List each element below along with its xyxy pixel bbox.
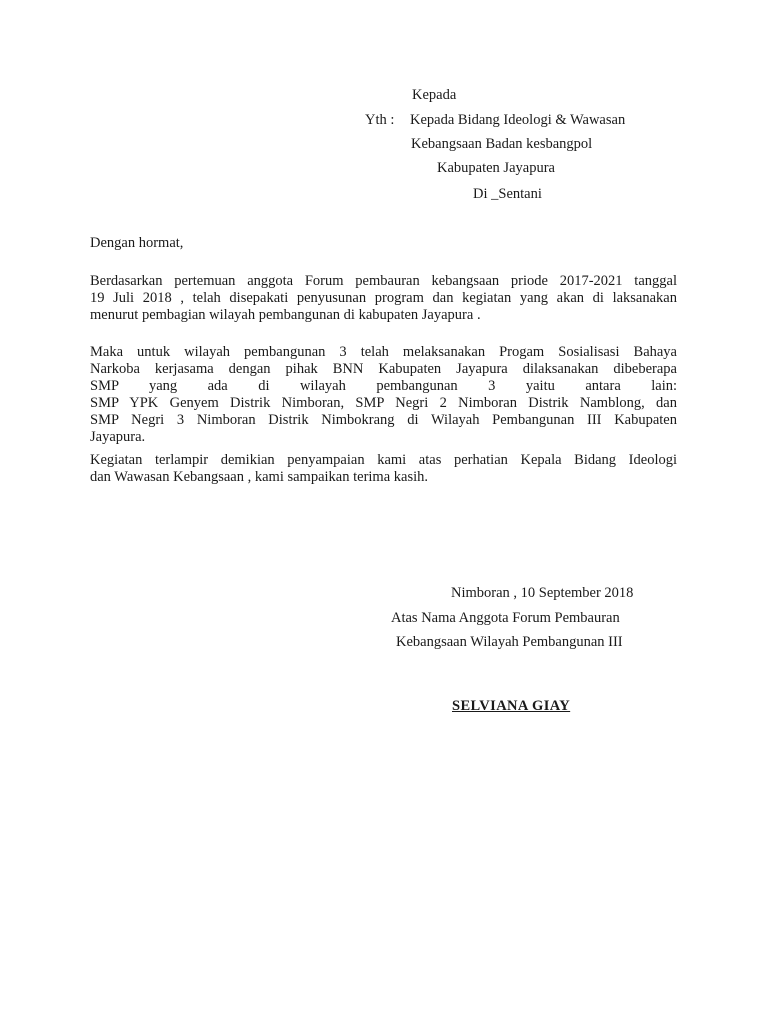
- salutation: Dengan hormat,: [90, 235, 184, 251]
- recipient-name-1: Kepada Bidang Ideologi & Wawasan: [410, 112, 626, 128]
- paragraph-2-line: SMP yang ada di wilayah pembangunan 3 yaitu antara lain:: [90, 378, 677, 394]
- paragraph-3: [90, 452, 677, 486]
- paragraph-3-line: dan Wawasan Kebangsaan , kami sampaikan terima kasih.: [90, 469, 428, 485]
- recipient-kepada: Kepada: [412, 87, 457, 103]
- closing-line-2: Kebangsaan Wilayah Pembangunan III: [396, 634, 623, 650]
- paragraph-1: [90, 273, 677, 324]
- recipient-line-2: Kebangsaan Badan kesbangpol: [411, 136, 593, 152]
- paragraph-2-line: Narkoba kerjasama dengan pihak BNN Kabupaten Jayapura dilaksanakan dibeberapa: [90, 361, 677, 377]
- recipient-line-3: Kabupaten Jayapura: [437, 160, 555, 176]
- yth-label: Yth :: [365, 112, 395, 128]
- recipient-line-1: [365, 112, 625, 129]
- recipient-location: Di _Sentani: [473, 186, 542, 202]
- paragraph-2-line: Maka untuk wilayah pembangunan 3 telah melaksanakan Progam Sosialisasi Bahaya: [90, 344, 677, 360]
- paragraph-2-line: Jayapura.: [90, 429, 146, 445]
- closing-line-1: Atas Nama Anggota Forum Pembauran: [391, 610, 620, 626]
- paragraph-2: [90, 344, 677, 446]
- paragraph-2-line: SMP YPK Genyem Distrik Nimboran, SMP Negri 2 Nimboran Distrik Namblong, dan: [90, 395, 677, 411]
- paragraph-3-line: Kegiatan terlampir demikian penyampaian kami atas perhatian Kepala Bidang Ideologi: [90, 452, 677, 468]
- signer-name: SELVIANA GIAY: [452, 698, 571, 714]
- paragraph-1-line: 19 Juli 2018 , telah disepakati penyusunan program dan kegiatan yang akan di laksanakan: [90, 290, 677, 306]
- paragraph-2-line: SMP Negri 3 Nimboran Distrik Nimbokrang di Wilayah Pembangunan III Kabupaten: [90, 412, 677, 428]
- place-date: Nimboran , 10 September 2018: [451, 585, 634, 601]
- paragraph-1-line: Berdasarkan pertemuan anggota Forum pembauran kebangsaan priode 2017-2021 tanggal: [90, 273, 677, 289]
- paragraph-1-line: menurut pembagian wilayah pembangunan di kabupaten Jayapura .: [90, 307, 481, 323]
